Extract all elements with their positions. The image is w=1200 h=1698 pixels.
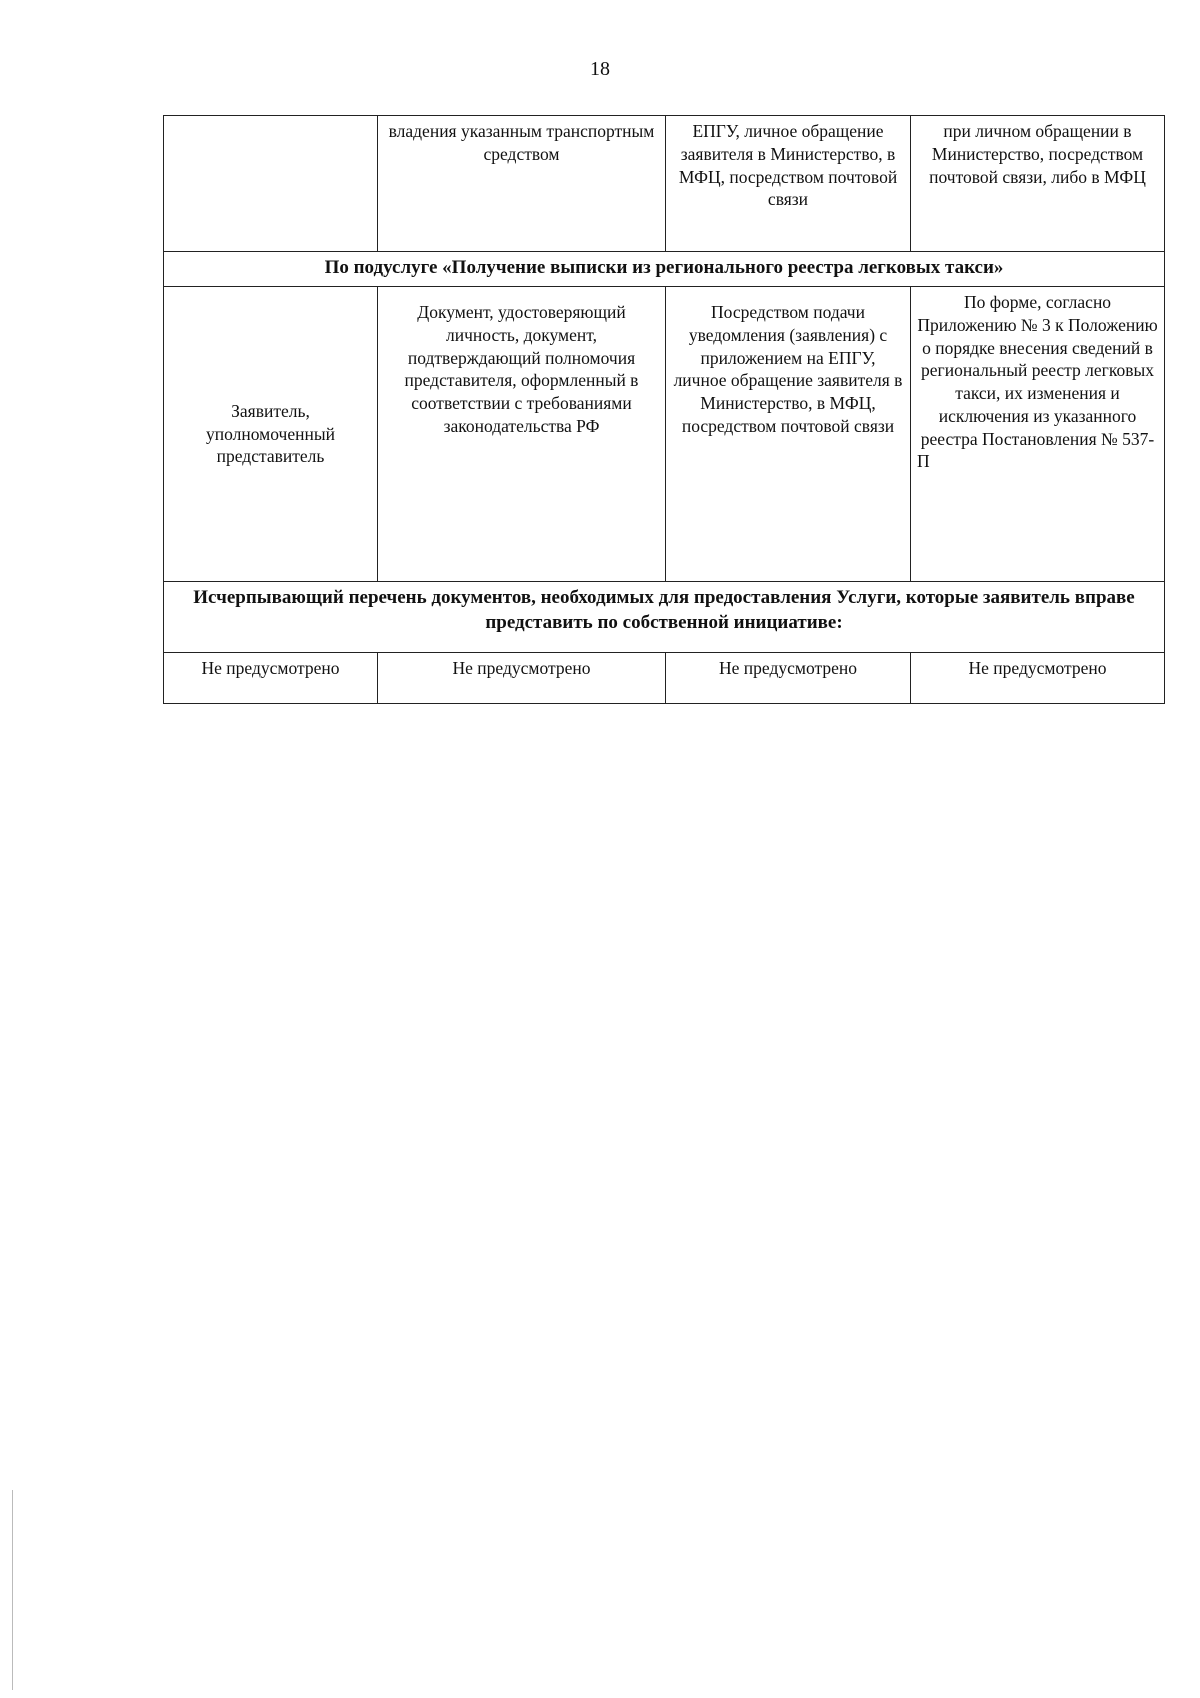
table-cell-submission-method: Посредством подачи уведомления (заявления) с приложением на ЕПГУ, личное обращение заявителя в Министерство, в МФЦ, посредством почтовой связи xyxy=(666,287,911,582)
table-cell-form: По форме, согласно Приложению № 3 к Положению о порядке внесения сведений в региональный реестр легковых такси, их изменения и исключения из указанного реестра Постановления № 537-П xyxy=(911,287,1165,582)
subservice-heading: По подуслуге «Получение выписки из регионального реестра легковых такси» xyxy=(164,252,1165,287)
table-row-optional-heading xyxy=(164,582,1165,653)
table-cell-submission-method: ЕПГУ, личное обращение заявителя в Министерство, в МФЦ, посредством почтовой связи xyxy=(666,116,911,252)
table-cell-form: при личном обращении в Министерство, посредством почтовой связи, либо в МФЦ xyxy=(911,116,1165,252)
table-cell-applicant: Заявитель, уполномоченный представитель xyxy=(164,287,378,582)
table-row-subservice xyxy=(164,287,1165,582)
table-cell-documents: владения указанным транспортным средством xyxy=(378,116,666,252)
scan-margin-line xyxy=(12,1490,13,1690)
table-cell-documents: Документ, удостоверяющий личность, документ, подтверждающий полномочия представителя, оформленный в соответствии с требованиями законодательства РФ xyxy=(378,287,666,582)
table-cell-empty xyxy=(164,116,378,252)
table-row-subservice-heading xyxy=(164,252,1165,287)
requirements-table xyxy=(163,115,1165,704)
table-cell-not-provided: Не предусмотрено xyxy=(164,653,378,704)
table-row-optional-docs xyxy=(164,653,1165,704)
table-cell-not-provided: Не предусмотрено xyxy=(911,653,1165,704)
table-row-continuation xyxy=(164,116,1165,252)
table-cell-not-provided: Не предусмотрено xyxy=(666,653,911,704)
table-cell-not-provided: Не предусмотрено xyxy=(378,653,666,704)
optional-docs-heading: Исчерпывающий перечень документов, необходимых для предоставления Услуги, которые заявитель вправе представить по собственной инициативе: xyxy=(164,582,1165,653)
page-number: 18 xyxy=(590,58,610,80)
